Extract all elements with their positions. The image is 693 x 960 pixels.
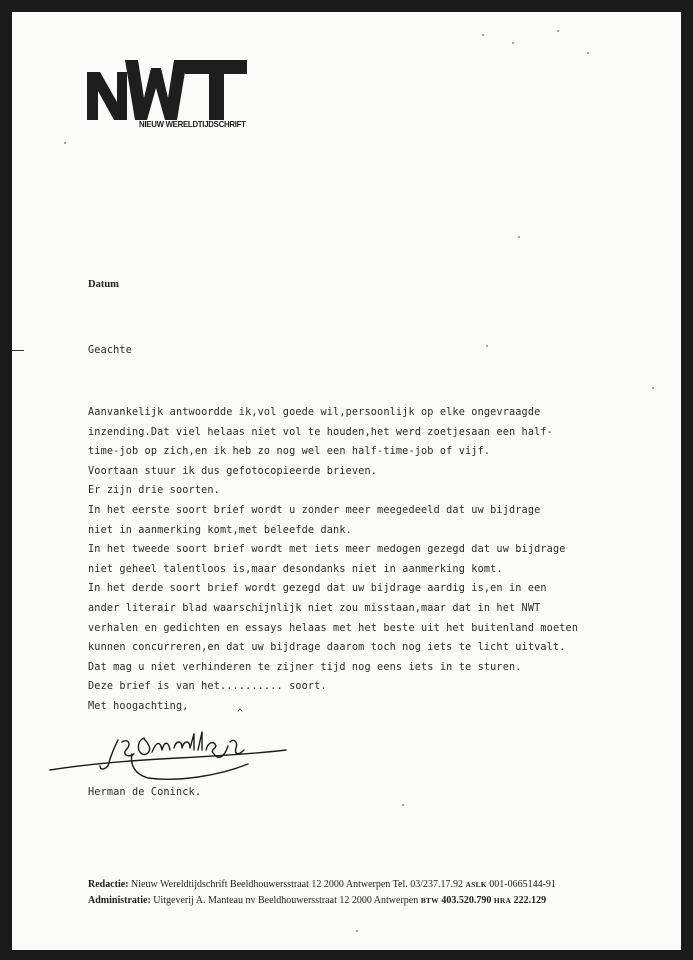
nwt-logo-mark [87, 60, 247, 120]
speck [402, 804, 404, 806]
body-line: Dat mag u niet verhinderen te zijner tijd nog eens iets in te sturen. [88, 661, 522, 673]
speck [518, 236, 520, 238]
btw-value: 403.520.790 [441, 895, 492, 906]
speck [587, 52, 589, 54]
body-line: time-job op zich,en ik heb zo nog wel een half-time-job of vijf. [88, 446, 491, 458]
redactie-code-label: ASLK [465, 880, 487, 889]
body-line: inzending.Dat viel helaas niet vol te houden,het werd zoetjesaan een half- [88, 426, 553, 438]
speck [486, 345, 488, 347]
redactie-text: Nieuw Wereldtijdschrift Beeldhouwersstraat 12 2000 Antwerpen Tel. 03/237.17.92 [131, 879, 463, 890]
body-line: kunnen concurreren,en dat uw bijdrage daarom toch nog iets te licht uitvalt. [88, 642, 566, 654]
body-line: ander literair blad waarschijnlijk niet zou misstaan,maar dat in het NWT [88, 602, 541, 614]
speck [652, 387, 654, 389]
speck [557, 30, 559, 32]
salutation: Geachte [88, 345, 132, 356]
body-line: verhalen en gedichten en essays helaas met het beste uit het buitenland moeten [88, 622, 579, 634]
body-line: Deze brief is van het.......... soort. [88, 681, 327, 693]
logo-subtitle: NIEUW WERELDTIJDSCHRIFT [139, 119, 246, 129]
btw-label: BTW [420, 896, 439, 905]
logo-text: NWT [87, 60, 90, 61]
redactie-code: 001-0665144-91 [489, 879, 556, 890]
body-line: niet in aanmerking komt,met beleefde dank. [88, 524, 352, 536]
date-label: Datum [88, 279, 119, 290]
speck [356, 930, 358, 932]
body-line: Voortaan stuur ik dus gefotocopieerde brieven. [88, 465, 378, 477]
body-line: In het derde soort brief wordt gezegd dat uw bijdrage aardig is,en in een [88, 583, 547, 595]
body-line: Er zijn drie soorten. [88, 485, 220, 497]
body-line: In het tweede soort brief wordt met iets meer medogen gezegd dat uw bijdrage [88, 544, 566, 556]
letter-body [88, 403, 673, 717]
letter-page [12, 12, 681, 950]
administratie-text: Uitgeverij A. Manteau nv Beeldhouwersstraat 12 2000 Antwerpen [153, 895, 419, 906]
body-line: In het eerste soort brief wordt u zonder meer meegedeeld dat uw bijdrage [88, 504, 541, 516]
body-line: Aanvankelijk antwoordde ik,vol goede wil,persoonlijk op elke ongevraagde [88, 407, 541, 418]
body-line: Met hoogachting, [88, 700, 189, 712]
speck [512, 42, 514, 44]
hra-value: 222.129 [513, 895, 547, 906]
hra-label: HRA [493, 896, 512, 905]
nwt-logo [87, 60, 247, 132]
handwritten-signature [48, 720, 288, 782]
letterhead-footer [88, 877, 673, 909]
margin-mark [12, 350, 24, 351]
body-line: niet geheel talentloos is,maar desondanks niet in aanmerking komt. [88, 563, 503, 575]
redactie-label: Redactie: [88, 879, 129, 890]
speck [64, 142, 66, 144]
administratie-label: Administratie: [88, 895, 151, 906]
speck [482, 34, 484, 36]
footer-redactie-line [88, 877, 673, 893]
signer-name: Herman de Coninck. [88, 787, 202, 798]
footer-administratie-line [88, 893, 673, 909]
caret-mark: ^ [237, 708, 244, 719]
